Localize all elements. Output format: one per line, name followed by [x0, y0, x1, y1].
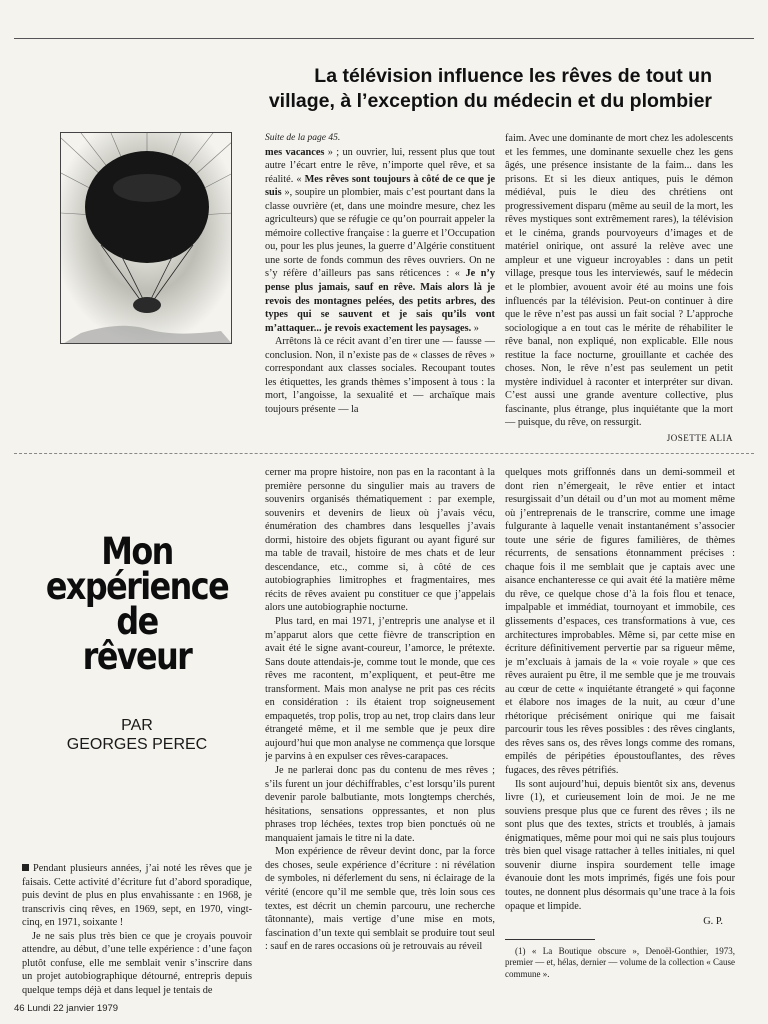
byline-par: PAR — [121, 717, 153, 734]
article2-paragraph: Mon expérience de rêveur devint donc, par la force des choses, seule expérience d’écriture : ni révélation de symboles, ni déferlement du sens, ni éclairage de la vérité (encore qu’il me semble que, très loin sous ces textes, est décrit un chemin parcouru, une recherche tâtonnante), mais vertige d’une mise en mots, fascination d’un texte qui semblait se produire tout seul : sauf en de rares occasions où je retrouvais au réveil — [265, 846, 495, 953]
article2-paragraph: Je ne parlerai donc pas du contenu de mes rêves ; s’ils furent un jour déchiffrables, c’est lorsqu’ils purent devenir parole balbutiante, mots longtemps cherchés, hésitations, sensations oppressantes, et non plus phrases trop léchées, textes trop bien ponctués où ne manquaient jamais le titre ni la date. — [265, 765, 495, 844]
article2-column-3 — [505, 466, 735, 998]
byline-author: GEORGES PEREC — [66, 736, 208, 753]
square-bullet-icon — [22, 864, 29, 871]
article1-column-1 — [265, 132, 495, 442]
article-headline: La télévision influence les rêves de tout un village, à l’exception du médecin et du plombier — [268, 65, 712, 112]
article1-paragraph: Arrêtons là ce récit avant d’en tirer une — fausse — conclusion. Non, il n’existe pas de « classes de rêves » correspondant aux classes sociales. Recoupant toutes les étiquettes, les grands thèmes s’imposent à tous : la mort, l’angoisse, la sexualité et — archaïque mais toujours présente — la — [265, 336, 495, 415]
continued-from: Suite de la page 45. — [265, 133, 341, 143]
footnote-divider — [505, 939, 595, 940]
author-signature: JOSETTE ALIA — [666, 433, 733, 444]
page-footer: 46 Lundi 22 janvier 1979 — [14, 1003, 119, 1014]
article2-column-2 — [265, 466, 495, 996]
article-title: Mon expérience de rêveur — [45, 530, 229, 678]
article2-paragraph: Plus tard, en mai 1971, j’entrepris une analyse et il m’apparut alors que cette fièvre de transcription en avait été le signe avant-coureur, l’amorce, le prétexte. Sans doute attendais-je, comme tout le monde, que ces rêves me racontent, m’expliquent, et peut-être me transforment. Mais mon analyse ne prit pas ces récits en considération : ils étaient trop soigneusement empaquetés, trop polis, trop au net, trop clairs dans leur étrangeté même, et il me semble que je peux dire aujourd’hui que mon analyse ne commença que lorsque je parvins à en expulser ces rêves-carapaces. — [265, 616, 495, 763]
footnote: (1) « La Boutique obscure », Denoël-Gonthier, 1973, premier — et, hélas, dernier — volume de la collection « Cause commune ». — [505, 945, 735, 979]
author-initials: G. P. — [703, 916, 723, 928]
article1-column-2 — [505, 132, 733, 444]
article2-paragraph: Pendant plusieurs années, j’ai noté les rêves que je faisais. Cette activité d’écriture fut d’abord sporadique, puis devint de plus en plus envahissante : en 1968, je transcrivis cinq rêves, en 1969, sept, en 1970, vingt-cinq, en 1971, soixante ! — [22, 863, 252, 929]
balloon-eye-engraving — [61, 133, 232, 344]
top-rule — [14, 38, 754, 39]
article2-paragraph: quelques mots griffonnés dans un demi-sommeil et dont rien n’émergeait, le rêve entier et intact resurgissait d’un détail ou d’un mot au moment même où j’entreprenais de le transcrire, comme une image fulgurante à laquelle venait instantanément s’associer toute une série de figures familières, de thèmes récurrents, de sensations étonnamment précises : chaque fois il me semblait que je captais avec une aisance enchanteresse ce qui avait été la matière même du rêve, ce quelque chose d’à la fois flou et tenace, impalpable et immédiat, tournoyant et immobile, ces glissements d’espaces, ces transformations à vue, ces architectures improbables. Même si, par cette mise en écriture définitivement pervertie par sa rigueur même, je m’excluais à jamais de la « voie royale » que ces rêves auraient pu être, il me semble que je me trouvais au cœur de cette « inquiétante étrangeté » qui façonne et élabore nos images de la nuit, au cœur d’une rhétorique précisément onirique qui me faisait parcourir tous les rêves possibles : des rêves cinglants, des rêves sans os, des rêves longs comme des romans, empilés de péripéties époustouflantes, des rêves fugaces, des rêves pétrifiés. — [505, 467, 735, 777]
article2-paragraph: Ils sont aujourd’hui, depuis bientôt six ans, devenus livre (1), et curieusement loin de moi. Je ne me souviens presque plus que ce furent des rêves ; ils ne sont plus que des textes, stricts et troublés, à jamais énigmatiques, même pour moi qui ne sais plus toujours très bien quel visage rattacher à telles initiales, ni quel souvenir diurne inspira sourdement telle image évanouie dont les mots imprimés, figés une fois pour toutes, ne donnent plus désormais qu’une trace à la fois opaque et limpide. — [505, 778, 735, 912]
article1-paragraph: faim. Avec une dominante de mort chez les adolescents et les femmes, une dominante sexuelle chez les gens âgés, une présence insistante de la faim... dans les prisons. Et si les dieux antiques, puis le démon médiéval, puis le dieu des chrétiens ont progressivement disparu (même au seuil de la mort, les rêves mystiques sont extrêmement rares), la télévision et le cinéma, grands pourvoyeurs d’images et de matériel onirique, ont assuré la relève avec une ampleur et une vigueur incroyables : dans un petit village, presque tous les interviewés, sauf le médecin et le plombier, avouent avoir été au moins une fois influencés par la télévision. Peut-on continuer à dire que le rêve n’est pas aussi un fait social ? L’approche sociologique a en tout cas le mérite de réhabiliter le rêve banal, non expliqué, non explicable. Elle nous restitue la face nocturne, grouillante et cachée des choses. Non, le rêve n’est pas seulement un petit mystère individuel à raconter et interpréter sur divan. C’est aussi une grande aventure collective, plus fascinante, plus étrange, plus inquiétante que la mort — puisque, du rêve, on ressurgit. — [505, 133, 733, 429]
article2-paragraph: Je ne sais plus très bien ce que je croyais pouvoir attendre, au début, d’une telle expérience : d’une façon plutôt confuse, elle me semblait venir s’inscrire dans un projet autobiographique détourné, entrepris depuis quelque temps déjà et dans lequel je tentais de — [22, 930, 252, 996]
article1-paragraph: mes vacances » ; un ouvrier, lui, ressent plus que tout autre l’écart entre le rêve, n’importe quel rêve, et sa réalité. « Mes rêves sont toujours à côté de ce que je suis », soupire un plombier, mais c’est pourtant dans la classe ouvrière (et, dans une moindre mesure, chez les agriculteurs) que se réfugie ce qu’on pourrait appeler la mémoire collective française : la guerre et l’Occupation ou, pour les plus jeunes, la guerre d’Algérie constituent une sorte de fonds commun des rêves ouvriers. On ne s’y réfère d’ailleurs pas sans réticences : « Je n’y pense plus jamais, sauf en rêve. Mais alors là je revois des montagnes pelées, des petits arbres, des types qui se sauvent et je sais qu’ils vont m’attaquer... je revois exactement les paysages. » — [265, 146, 495, 334]
illustration-hot-air-balloon — [60, 132, 232, 344]
article2-column-1 — [22, 862, 252, 998]
article2-paragraph: cerner ma propre histoire, non pas en la racontant à la première personne du singulier mais au travers de souvenirs organisés thématiquement : par exemple, souvenirs et devenirs de lieux où j’avais vécu, énumération des chambres dans lesquelles j’avais dormi, histoire des objets figurant ou ayant figuré sur ma table de travail, histoire de mes chats et de leur descendance, etc., comme si, à côté de ces autobiographies limitrophes et fragmentaires, mes récits de rêves avaient pu constituer ce que j’appelais alors une autobiographie nocturne. — [265, 467, 495, 614]
section-divider — [14, 453, 754, 454]
